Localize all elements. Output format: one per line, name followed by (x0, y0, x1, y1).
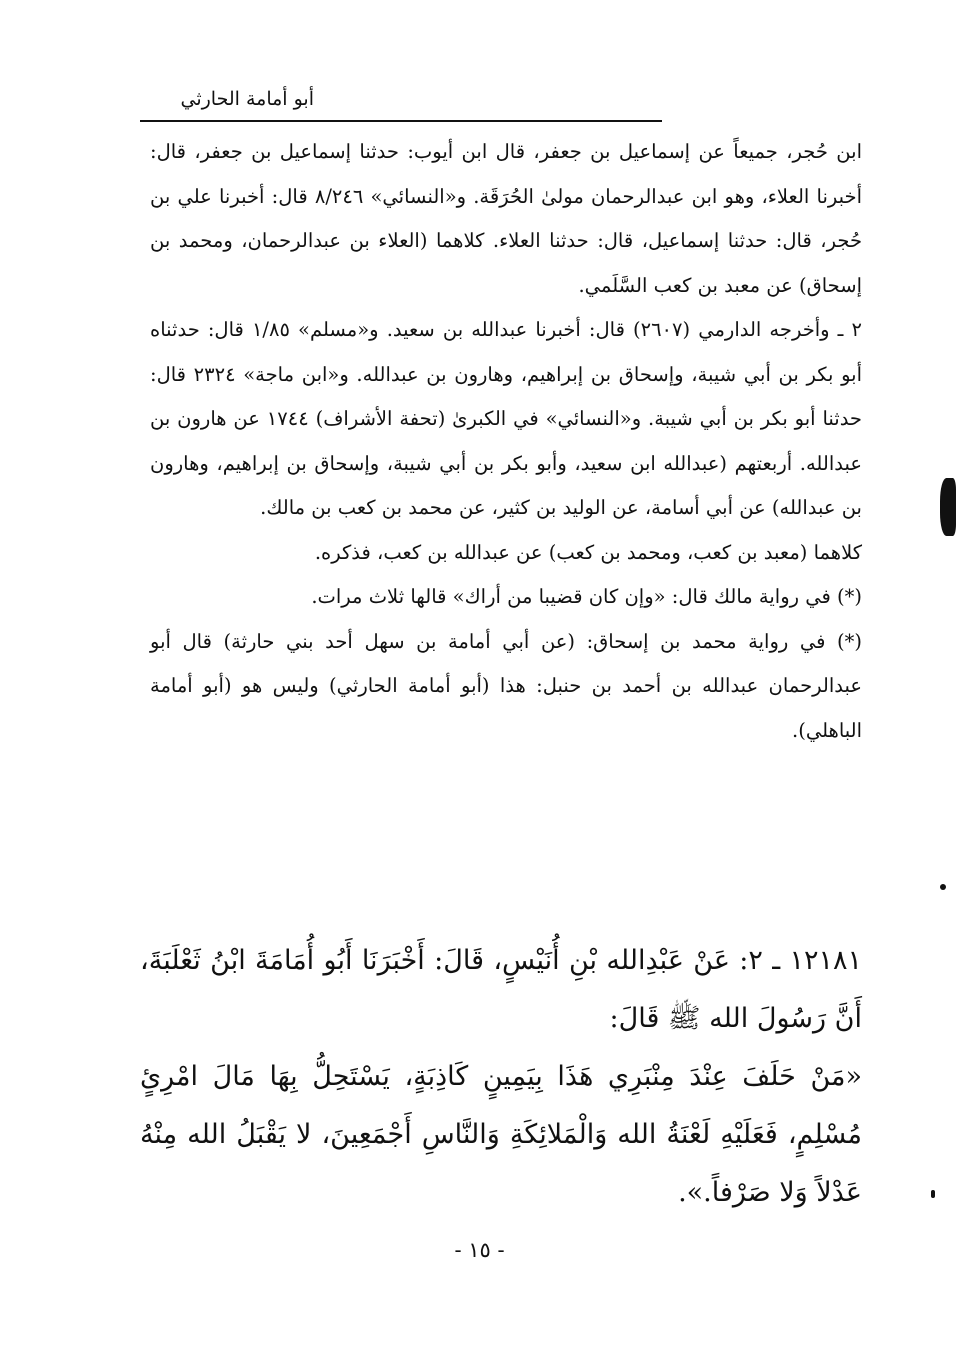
hadith-isnad: ١٢١٨١ ـ ٢: عَنْ عَبْدِالله بْنِ أُنَيْسٍ، قَالَ: أَخْبَرَنَا أَبُو أُمَامَةَ ابْنُ ثَعْلَبَةَ، أَنَّ رَسُولَ الله ﷺ قَالَ: (140, 945, 862, 1034)
footnote-paragraph: (*) في رواية مالك قال: «وإن كان قضيبا من أراك» قالها ثلاث مرات. (311, 585, 862, 608)
hadith-matn: «مَنْ حَلَفَ عِنْدَ مِنْبَرِي هَذَا بِيَمِينٍ كَاذِبَةٍ، يَسْتَحِلُّ بِهَا مَالَ امْرِئٍ مُسْلِمٍ، فَعَلَيْهِ لَعْنَةُ الله وَالْمَلائِكَةِ وَالنَّاسِ أَجْمَعِينَ، لا يَقْبَلُ الله مِنْهُ عَدْلاً وَلا صَرْفاً.». (140, 1061, 862, 1208)
hadith-section (140, 932, 862, 1222)
scan-speck (940, 884, 946, 890)
footnote-paragraph: ٢ ـ وأخرجه الدارمي (٢٦٠٧) قال: أخبرنا عبدالله بن سعيد. و«مسلم» ١/٨٥ قال: حدثناه أبو بكر بن أبي شيبة، وإسحاق بن إبراهيم، وهارون بن عبدالله. و«ابن ماجة» ٢٣٢٤ قال: حدثنا أبو بكر بن أبي شيبة. و«النسائي» في الكبرىٰ (تحفة الأشراف) ١٧٤٤ عن هارون بن عبدالله. أربعتهم (عبدالله ابن سعيد، وأبو بكر بن أبي شيبة، وإسحاق بن إبراهيم، وهارون بن عبدالله) عن أبي أسامة، عن الوليد بن كثير، عن محمد بن كعب بن مالك. (150, 318, 862, 519)
footnotes-section (150, 130, 862, 753)
scan-margin-mark (940, 478, 956, 536)
running-title: أبو أمامة الحارثي (180, 88, 314, 110)
footnote-paragraph: كلاهما (معبد بن كعب، ومحمد بن كعب) عن عبدالله بن كعب، فذكره. (314, 540, 862, 564)
page-number: - ١٥ - (454, 1238, 505, 1262)
scan-speck (931, 1190, 935, 1198)
running-head (140, 82, 862, 122)
header-rule (140, 120, 662, 122)
footnote-paragraph: ابن حُجر، جميعاً عن إسماعيل بن جعفر، قال ابن أيوب: حدثنا إسماعيل بن جعفر، قال: أخبرنا العلاء، وهو ابن عبدالرحمان مولىٰ الحُرَقَة. و«النسائي» ٨/٢٤٦ قال: أخبرنا علي بن حُجر، قال: حدثنا إسماعيل، قال: حدثنا العلاء. كلاهما (العلاء بن عبدالرحمان، ومحمد بن إسحاق) عن معبد بن كعب السَّلَمي. (150, 140, 862, 297)
footnote-paragraph: (*) في رواية محمد بن إسحاق: (عن أبي أمامة بن سهل أحد بني حارثة) قال أبو عبدالرحمان عبدالله بن أحمد بن حنبل: هذا (أبو أمامة الحارثي) وليس هو (أبو أمامة الباهلي). (150, 629, 862, 742)
